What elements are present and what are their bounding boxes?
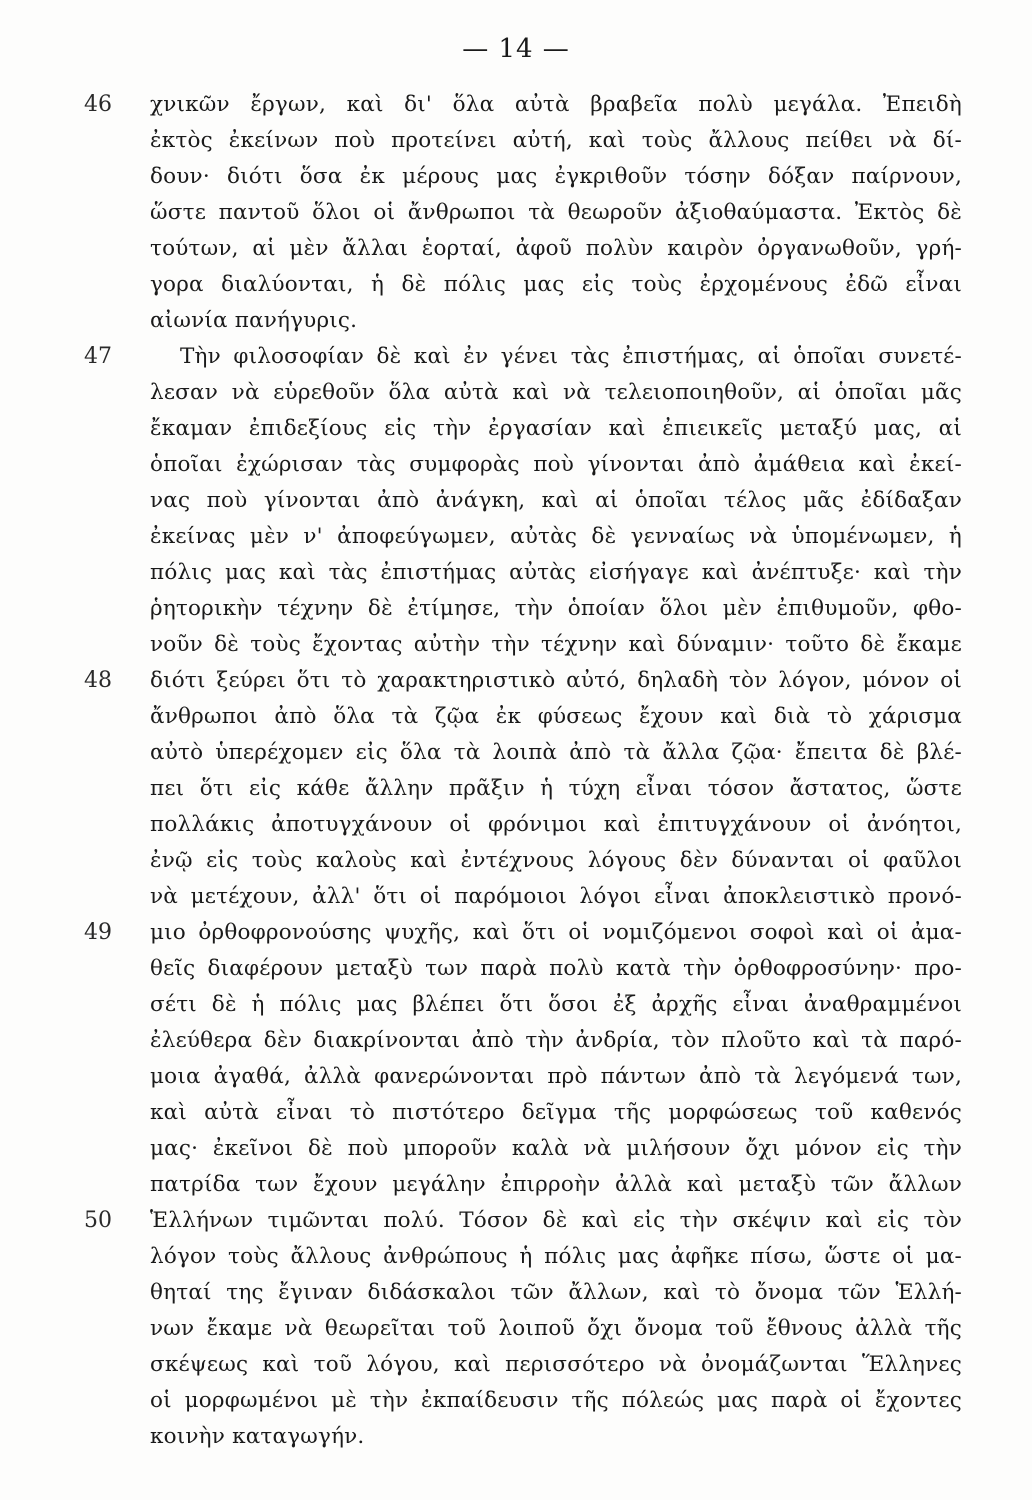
text-line: πει ὅτι εἰς κάθε ἄλλην πρᾶξιν ἡ τύχη εἶναι τόσον ἄστατος, ὥστε [150,776,962,801]
text-line: αἰωνία πανήγυρις. [150,308,358,333]
text-line: ἐνῷ εἰς τοὺς καλοὺς καὶ ἐντέχνους λόγους δὲν δύνανται οἱ φαῦλοι [150,848,962,873]
text-line: θεῖς διαφέρουν μεταξὺ των παρὰ πολὺ κατὰ τὴν ὀρθοφροσύνην· προ- [150,956,962,981]
text-line: κοινὴν καταγωγήν. [150,1424,365,1449]
text-line: νὰ μετέχουν, ἀλλ' ὅτι οἱ παρόμοιοι λόγοι εἶναι ἀποκλειστικὸ προνό- [150,884,962,909]
text-line: χνικῶν ἔργων, καὶ δι' ὅλα αὐτὰ βραβεῖα πολὺ μεγάλα. Ἐπειδὴ [150,92,962,117]
text-line: διότι ξεύρει ὅτι τὸ χαρακτηριστικὸ αὐτό, δηλαδὴ τὸν λόγον, μόνον οἱ [150,668,962,693]
margin-number-47: 47 [84,344,112,369]
margin-number-50: 50 [84,1208,112,1233]
text-line: σέτι δὲ ἡ πόλις μας βλέπει ὅτι ὅσοι ἐξ ἀρχῆς εἶναι ἀναθραμμένοι [150,992,962,1017]
text-line: νων ἔκαμε νὰ θεωρεῖται τοῦ λοιποῦ ὄχι ὄνομα τοῦ ἔθνους ἀλλὰ τῆς [150,1316,962,1341]
text-line: πολλάκις ἀποτυγχάνουν οἱ φρόνιμοι καὶ ἐπιτυγχάνουν οἱ ἀνόητοι, [150,812,962,837]
text-line: ἐλεύθερα δὲν διακρίνονται ἀπὸ τὴν ἀνδρία, τὸν πλοῦτο καὶ τὰ παρό- [150,1028,962,1053]
text-line: πόλις μας καὶ τὰς ἐπιστήμας αὐτὰς εἰσήγαγε καὶ ἀνέπτυξε· καὶ τὴν [150,560,962,585]
text-line: μας· ἐκεῖνοι δὲ ποὺ μποροῦν καλὰ νὰ μιλήσουν ὄχι μόνον εἰς τὴν [150,1136,962,1161]
text-line: Ἑλλήνων τιμῶνται πολύ. Τόσον δὲ καὶ εἰς τὴν σκέψιν καὶ εἰς τὸν [150,1208,962,1233]
text-line: ἐκτὸς ἐκείνων ποὺ προτείνει αὐτή, καὶ τοὺς ἄλλους πείθει νὰ δί- [150,128,962,153]
text-line: μοια ἀγαθά, ἀλλὰ φανερώνονται πρὸ πάντων ἀπὸ τὰ λεγόμενά των, [150,1064,962,1089]
text-line: νας ποὺ γίνονται ἀπὸ ἀνάγκη, καὶ αἱ ὁποῖαι τέλος μᾶς ἐδίδαξαν [150,488,962,513]
text-line: νοῦν δὲ τοὺς ἔχοντας αὐτὴν τὴν τέχνην καὶ δύναμιν· τοῦτο δὲ ἔκαμε [150,632,962,657]
text-line: ὥστε παντοῦ ὅλοι οἱ ἄνθρωποι τὰ θεωροῦν ἀξιοθαύμαστα. Ἐκτὸς δὲ [150,200,962,225]
margin-number-48: 48 [84,668,112,693]
margin-number-49: 49 [84,920,112,945]
text-line: γορα διαλύονται, ἡ δὲ πόλις μας εἰς τοὺς ἐρχομένους ἐδῶ εἶναι [150,272,962,297]
text-line: ῥητορικὴν τέχνην δὲ ἐτίμησε, τὴν ὁποίαν ὅλοι μὲν ἐπιθυμοῦν, φθο- [150,596,962,621]
text-line: καὶ αὐτὰ εἶναι τὸ πιστότερο δεῖγμα τῆς μορφώσεως τοῦ καθενός [150,1100,962,1125]
text-line: τούτων, αἱ μὲν ἄλλαι ἑορταί, ἀφοῦ πολὺν καιρὸν ὀργανωθοῦν, γρή- [150,236,962,261]
text-line: δουν· διότι ὅσα ἐκ μέρους μας ἐγκριθοῦν τόσην δόξαν παίρνουν, [150,164,962,189]
text-line: ὁποῖαι ἐχώρισαν τὰς συμφορὰς ποὺ γίνονται ἀπὸ ἀμάθεια καὶ ἐκεί- [150,452,962,477]
text-line: ἔκαμαν ἐπιδεξίους εἰς τὴν ἐργασίαν καὶ ἐπιεικεῖς μεταξύ μας, αἱ [150,416,962,441]
text-line: μιο ὀρθοφρονούσης ψυχῆς, καὶ ὅτι οἱ νομιζόμενοι σοφοὶ καὶ οἱ ἀμα- [150,920,962,945]
text-line: αὐτὸ ὑπερέχομεν εἰς ὅλα τὰ λοιπὰ ἀπὸ τὰ ἄλλα ζῷα· ἔπειτα δὲ βλέ- [150,740,962,765]
text-line: Τὴν φιλοσοφίαν δὲ καὶ ἐν γένει τὰς ἐπιστήμας, αἱ ὁποῖαι συνετέ- [180,344,962,369]
text-line: λόγον τοὺς ἄλλους ἀνθρώπους ἡ πόλις μας ἀφῆκε πίσω, ὥστε οἱ μα- [150,1244,962,1269]
page-number: — 14 — [462,34,570,64]
text-line: λεσαν νὰ εὑρεθοῦν ὅλα αὐτὰ καὶ νὰ τελειοποιηθοῦν, αἱ ὁποῖαι μᾶς [150,380,962,405]
text-line: σκέψεως καὶ τοῦ λόγου, καὶ περισσότερο νὰ ὀνομάζωνται Ἕλληνες [150,1352,962,1377]
text-line: θηταί της ἔγιναν διδάσκαλοι τῶν ἄλλων, καὶ τὸ ὄνομα τῶν Ἑλλή- [150,1280,962,1305]
text-line: ἄνθρωποι ἀπὸ ὅλα τὰ ζῷα ἐκ φύσεως ἔχουν καὶ διὰ τὸ χάρισμα [150,704,962,729]
margin-number-46: 46 [84,92,112,117]
text-line: πατρίδα των ἔχουν μεγάλην ἐπιρροὴν ἀλλὰ καὶ μεταξὺ τῶν ἄλλων [150,1172,962,1197]
text-line: οἱ μορφωμένοι μὲ τὴν ἐκπαίδευσιν τῆς πόλεώς μας παρὰ οἱ ἔχοντες [150,1388,962,1413]
text-line: ἐκείνας μὲν ν' ἀποφεύγωμεν, αὐτὰς δὲ γενναίως νὰ ὑπομένωμεν, ἡ [150,524,962,549]
